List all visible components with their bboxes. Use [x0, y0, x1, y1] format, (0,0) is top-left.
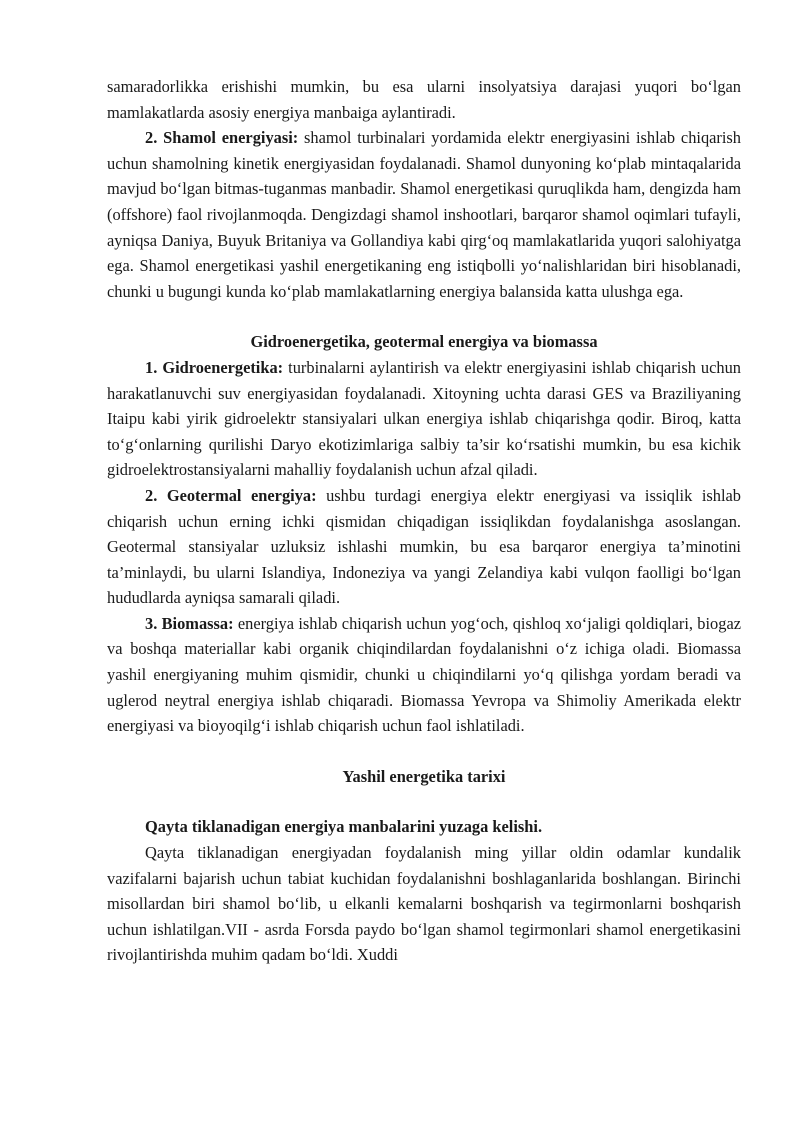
section-heading-history: Yashil energetika tarixi [342, 766, 506, 786]
paragraph-geothermal [107, 483, 741, 611]
paragraph-continuation: samaradorlikka erishishi mumkin, bu esa ularni insolyatsiya darajasi yuqori bo‘lgan mamlakatlarda asosiy energiya manbaiga aylantiradi. [107, 77, 741, 122]
biomass-label: 3. Biomassa: [145, 613, 234, 633]
wind-energy-label: 2. Shamol energiyasi: [145, 128, 299, 148]
section-heading-hydro-geo-bio: Gidroenergetika, geotermal energiya va biomassa [250, 332, 598, 352]
paragraph-wind-energy [107, 125, 741, 304]
hydro-text: turbinalarni aylantirish va elektr energiyasini ishlab chiqarish uchun harakatlanuvchi suv energiyasidan foydalanadi. Xitoyning uchta darasi GES va Braziliyaning Itaipu kabi yirik gidroelektr stansiyalari ulkan energiya ishlab chiqarishga qodir. Biroq, katta to‘g‘onlarning qurilishi Daryo ekotizimlariga salbiy ta’sir ko‘rsatishi mumkin, bu esa kichik gidroelektrostansiyalarni mahalliy foydalanish uchun afzal qiladi. [107, 357, 741, 480]
geothermal-text: ushbu turdagi energiya elektr energiyasi va issiqlik ishlab chiqarish uchun erning ichki qismidan chiqadigan issiqlikdan foydalanishga asoslangan. Geotermal stansiyalar uzluksiz ishlashi mumkin, bu esa barqaror energiya ta’minotini ta’minlaydi, bu ularni Islandiya, Indoneziya va yangi Zelandiya kabi vulqon faolligi bo‘lgan hududlarda ayniqsa samarali qiladi. [107, 485, 741, 608]
subheading-text: Qayta tiklanadigan energiya manbalarini yuzaga kelishi. [145, 817, 543, 837]
geothermal-label: 2. Geotermal energiya: [145, 485, 317, 505]
subheading-renewable-origins [107, 814, 741, 840]
hydro-label: 1. Gidroenergetika: [145, 357, 284, 377]
paragraph-history: Qayta tiklanadigan energiyadan foydalanish ming yillar oldin odamlar kundalik vazifalarni bajarish uchun tabiat kuchidan foydalanishni boshlaganlarida boshlangan. Birinchi misollardan biri shamol bo‘lib, u elkanli kemalarni boshqarish va tegirmonlarni boshqarish uchun ishlatilgan.VII - asrda Forsda paydo bo‘lgan shamol tegirmonlari shamol energetikasini rivojlantirishda muhim qadam bo‘ldi. Xuddi [107, 843, 741, 965]
wind-energy-text: shamol turbinalari yordamida elektr energiyasini ishlab chiqarish uchun shamolning kinetik energiyasidan foydalanadi. Shamol dunyoning ko‘plab mintaqalarida mavjud bo‘lgan bitmas-tuganmas manbadir. Shamol energetikasi quruqlikda ham, dengizda ham (offshore) faol rivojlanmoqda. Dengizdagi shamol inshootlari, barqaror shamol oqimlari tufayli, ayniqsa Daniya, Buyuk Britaniya va Gollandiya kabi qirg‘oq mamlakatlarida yuqori salohiyatga ega. Shamol energetikasi yashil energetikaning eng istiqbolli yo‘nalishlaridan biri hisoblanadi, chunki u bugungi kunda ko‘plab mamlakatlarning energiya balansida katta ulushga ega. [107, 128, 741, 301]
paragraph-biomass [107, 611, 741, 739]
biomass-text: energiya ishlab chiqarish uchun yog‘och, qishloq xo‘jaligi qoldiqlari, biogaz va boshqa materiallar kabi organik chiqindilardan foydalanishni o‘z ichiga oladi. Biomassa yashil energiyaning muhim qismidir, chunki u chiqindilarni yo‘q qilishga yordam beradi va uglerod neytral energiya ishlab chiqaradi. Biomassa Yevropa va Shimoliy Amerikada elektr energiyasi va bioyoqilg‘i ishlab chiqarish uchun faol ishlatiladi. [107, 613, 741, 736]
paragraph-hydro [107, 355, 741, 483]
